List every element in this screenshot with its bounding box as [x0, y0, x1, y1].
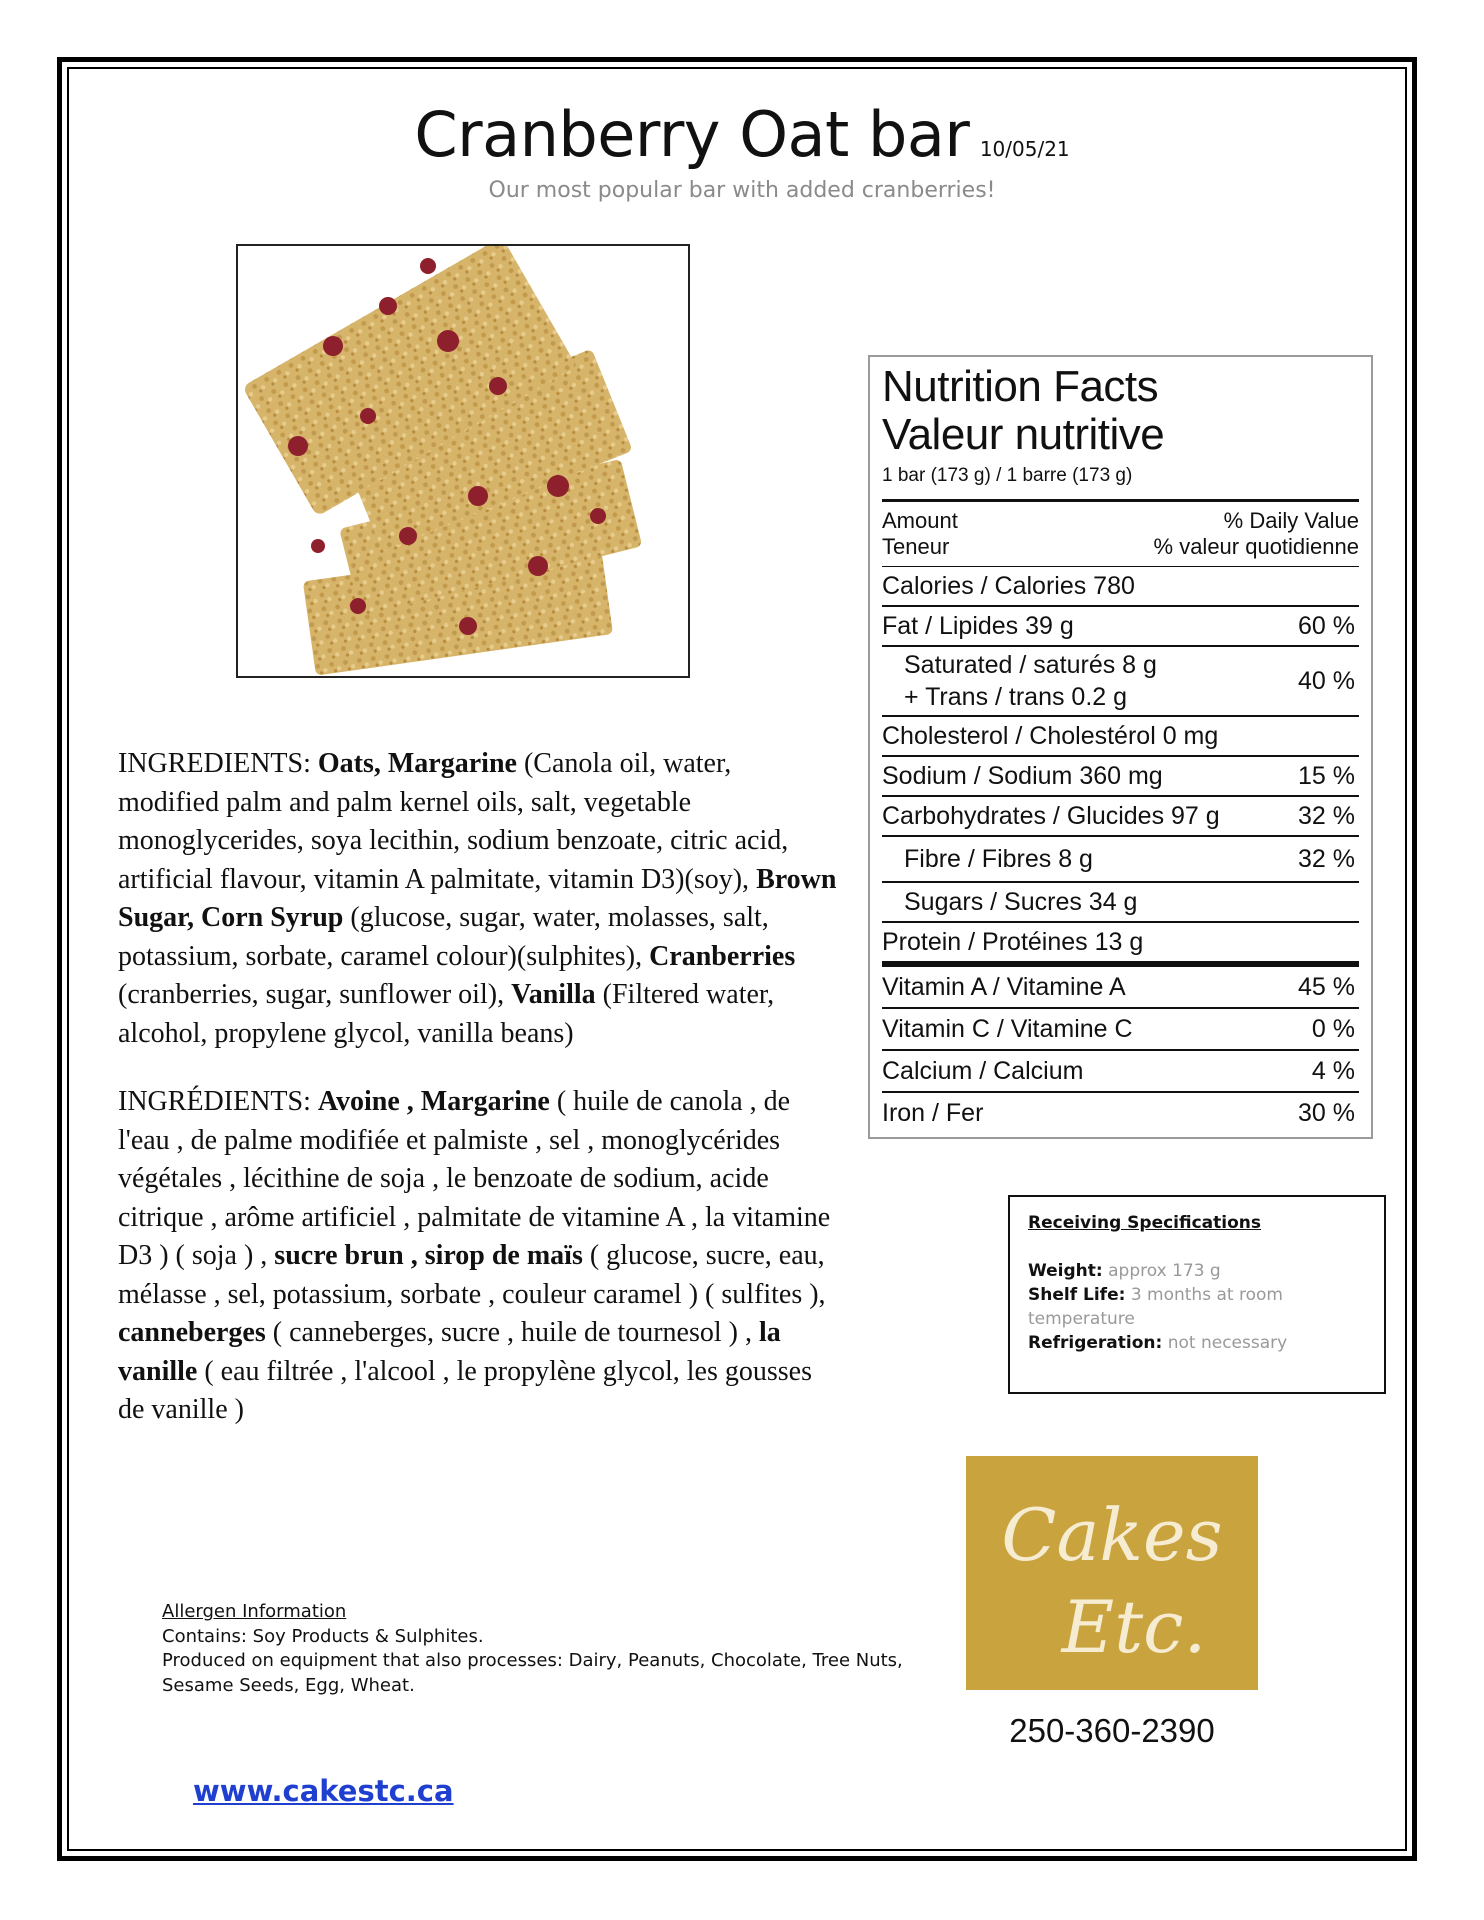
- amount-label-en: Amount: [882, 508, 958, 533]
- receiving-specifications: [1008, 1195, 1386, 1394]
- ingredient-text: ( glucose, sucre, eau, mélasse , sel, potassium, sorbate , couleur caramel ) ( sulfites ),: [118, 1240, 826, 1310]
- ingredient-name: Avoine , Margarine: [317, 1086, 550, 1117]
- nutrient-row-cholesterol: [882, 717, 1359, 757]
- cakes-etc-logo: [966, 1456, 1258, 1690]
- nutrient-percent: 4 %: [1311, 1056, 1355, 1085]
- nutrient-row-carbohydrates: [882, 797, 1359, 837]
- nutrient-percent: 15 %: [1298, 761, 1355, 790]
- spec-weight: [1028, 1259, 1366, 1283]
- daily-value-label-en: % Daily Value: [1223, 508, 1359, 533]
- nutrient-row-calories: [882, 567, 1359, 607]
- nutrient-label: Iron / Fer: [882, 1098, 984, 1127]
- nutrient-row-sugars: [882, 883, 1359, 923]
- ingredients-section: [118, 745, 838, 1460]
- nutrient-row-vitamin-c: [882, 1009, 1359, 1051]
- nutrient-label: Carbohydrates / Glucides 97 g: [882, 801, 1220, 830]
- logo-text-etc: Etc.: [1061, 1585, 1207, 1669]
- nutrient-row-sodium: [882, 757, 1359, 797]
- ingredient-name: Cranberries: [649, 940, 796, 972]
- product-title: Cranberry Oat bar: [414, 98, 970, 171]
- nutrient-row-saturated: [882, 647, 1359, 717]
- nutrient-label: Protein / Protéines 13 g: [882, 927, 1144, 956]
- ingredient-text: (glucose, sugar, water, molasses, salt, potassium, sorbate, caramel colour)(sulphites),: [118, 902, 769, 972]
- nutrient-label: Fat / Lipides 39 g: [882, 611, 1074, 640]
- nutrient-percent: 60 %: [1298, 611, 1355, 640]
- spec-weight-label: Weight:: [1028, 1261, 1103, 1281]
- spec-refrigeration-value: not necessary: [1167, 1333, 1288, 1353]
- nutrient-label: Vitamin A / Vitamine A: [882, 972, 1126, 1001]
- ingredient-text: ( eau filtrée , l'alcool , le propylène glycol, les gousses de vanille ): [118, 1355, 812, 1425]
- daily-value-label-fr: % valeur quotidienne: [1153, 534, 1359, 559]
- nutrient-label: Sodium / Sodium 360 mg: [882, 761, 1163, 790]
- nutrition-title-en: Nutrition Facts: [882, 362, 1159, 411]
- ingredient-name: Oats, Margarine: [317, 748, 517, 779]
- nutrient-percent: 40 %: [1298, 666, 1355, 695]
- product-subtitle: Our most popular bar with added cranberries!: [488, 178, 996, 203]
- product-photo: [236, 244, 690, 678]
- nutrient-row-protein: [882, 923, 1359, 967]
- nutrient-row-fat: [882, 607, 1359, 647]
- nutrient-percent: 30 %: [1298, 1098, 1355, 1127]
- ingredients-english: [118, 745, 838, 1053]
- ingredient-text: (Canola oil, water, modified palm and palm kernel oils, salt, vegetable monoglycerides, soya lecithin, sodium benzoate, citric acid, artificial flavour, vitamin A palmitate, vitamin D3)(soy),: [118, 748, 789, 895]
- ingredient-text: ( huile de canola , de l'eau , de palme modifiée et palmiste , sel , monoglycérides végétales , lécithine de soja , le benzoate de sodium, acide citrique , arôme artificiel , palmitate de vitamine A , la vitamine D3 ) ( soja ) ,: [118, 1086, 831, 1271]
- logo-script-mark: [966, 1456, 1258, 1690]
- nutrient-row-iron: [882, 1093, 1359, 1133]
- spec-shelf-life-label: Shelf Life:: [1028, 1285, 1126, 1305]
- nutrient-label: Saturated / saturés 8 g: [904, 651, 1157, 679]
- allergen-title: Allergen Information: [162, 1601, 347, 1622]
- spec-shelf-life: [1028, 1283, 1366, 1331]
- spec-shelf-life-value: 3 months at room temperature: [1028, 1285, 1283, 1329]
- ingredient-name: la vanille: [118, 1317, 781, 1387]
- nutrient-percent: 32 %: [1298, 844, 1355, 873]
- receiving-specifications-title: Receiving Specifications: [1028, 1213, 1262, 1233]
- page-header: [0, 98, 1484, 171]
- spec-weight-value: approx 173 g: [1108, 1261, 1221, 1281]
- nutrient-label: Fibre / Fibres 8 g: [904, 844, 1093, 873]
- nutrient-row-calcium: [882, 1051, 1359, 1093]
- website-link[interactable]: www.cakestc.ca: [193, 1774, 454, 1808]
- nutrient-label: Calcium / Calcium: [882, 1056, 1084, 1085]
- allergen-contains: Contains: Soy Products & Sulphites.: [162, 1625, 484, 1647]
- nutrient-percent: 32 %: [1298, 801, 1355, 830]
- spec-refrigeration: [1028, 1331, 1366, 1355]
- phone-number: 250-360-2390: [1009, 1712, 1215, 1749]
- ingredient-name: canneberges: [118, 1317, 266, 1348]
- nutrient-percent: 0 %: [1311, 1014, 1355, 1043]
- nutrient-label: Cholesterol / Cholestérol 0 mg: [882, 721, 1219, 750]
- ingredient-name: Vanilla: [511, 979, 596, 1010]
- ingredient-text: (cranberries, sugar, sunflower oil),: [118, 979, 512, 1010]
- ingredient-text: ( canneberges, sucre , huile de tournesol ) ,: [265, 1317, 759, 1348]
- nutrient-row-fibre: [882, 837, 1359, 883]
- ingredient-name: sucre brun , sirop de maïs: [274, 1240, 583, 1271]
- nutrition-header-row: [882, 502, 1359, 567]
- ingredient-text: INGRÉDIENTS:: [118, 1086, 318, 1117]
- oat-bar-illustration: [238, 246, 688, 676]
- allergen-information: [162, 1600, 912, 1698]
- nutrient-label: Vitamin C / Vitamine C: [882, 1014, 1133, 1043]
- allergen-produced: Produced on equipment that also processes: Dairy, Peanuts, Chocolate, Tree Nuts, Sesame Seeds, Egg, Wheat.: [162, 1650, 903, 1696]
- spec-refrigeration-label: Refrigeration:: [1028, 1333, 1163, 1353]
- amount-label-fr: Teneur: [882, 534, 950, 559]
- ingredient-name: Brown Sugar, Corn Syrup: [118, 863, 837, 933]
- ingredients-french: [118, 1083, 838, 1430]
- nutrient-label: + Trans / trans 0.2 g: [904, 683, 1128, 711]
- nutrient-percent: 45 %: [1298, 972, 1355, 1001]
- serving-size: 1 bar (173 g) / 1 barre (173 g): [882, 465, 1359, 502]
- label-date: 10/05/21: [979, 137, 1070, 161]
- nutrition-facts-table: [868, 355, 1373, 1139]
- ingredient-text: (Filtered water, alcohol, propylene glycol, vanilla beans): [118, 979, 775, 1049]
- nutrient-row-vitamin-a: [882, 967, 1359, 1009]
- nutrient-label: Calories / Calories 780: [882, 571, 1135, 600]
- nutrition-title-fr: Valeur nutritive: [882, 410, 1165, 459]
- ingredient-text: INGREDIENTS:: [118, 748, 318, 779]
- logo-text-cakes: Cakes: [1001, 1493, 1223, 1577]
- nutrient-label: Sugars / Sucres 34 g: [904, 887, 1138, 916]
